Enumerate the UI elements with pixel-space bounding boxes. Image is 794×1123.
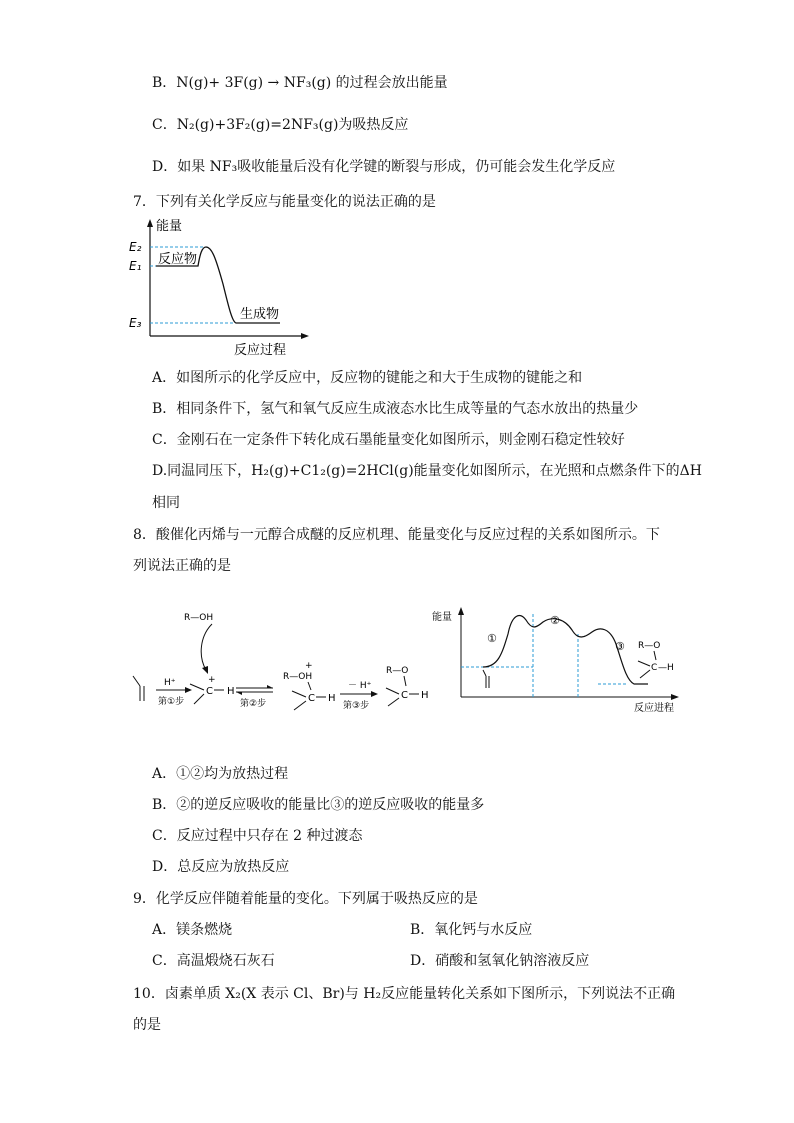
mech-h-2: H [328, 693, 336, 704]
q7-e3-label: E₃ [129, 316, 142, 330]
q10-stem-line2: 的是 [133, 1017, 161, 1033]
q7-reactant-label: 反应物 [158, 252, 198, 267]
q8-step1-label: ① [487, 632, 497, 645]
mech-r-oh-plus: R—OH [283, 672, 313, 682]
q8-stem-line2: 列说法正确的是 [133, 558, 231, 574]
q8-option-b: B．②的逆反应吸收的能量比③的逆反应吸收的能量多 [152, 797, 485, 813]
mech-c-2: C [308, 693, 315, 704]
mech-c-3: C [401, 690, 408, 701]
q8-mechanism-diagram [128, 606, 438, 716]
q9-option-c: C．高温煅烧石灰石 [152, 953, 275, 969]
q7-x-arrow [301, 333, 309, 339]
mech-h-1: H [227, 686, 235, 697]
mech-step3: 第③步 [343, 701, 370, 711]
q7-xlabel: 反应过程 [234, 343, 287, 358]
propene-bond-1 [133, 676, 140, 686]
q8-product-c: C [651, 663, 658, 673]
q8-product-r-o: R—O [638, 641, 661, 651]
mech-r-o: R—O [386, 666, 409, 676]
q9-option-d: D．硝酸和氢氧化钠溶液反应 [410, 953, 590, 969]
q7-product-label: 生成物 [240, 307, 280, 322]
q6-option-d: D．如果 NF₃吸收能量后没有化学键的断裂与形成，仍可能会发生化学反应 [152, 159, 616, 175]
mech-step1: 第①步 [158, 697, 185, 707]
mech-plus-1: + [208, 675, 216, 685]
mech-c-1: C [206, 686, 213, 697]
mech-hplus: H⁺ [164, 678, 176, 688]
q8-option-a: A．①②均为放热过程 [152, 766, 289, 782]
mech-roh: R—OH [184, 613, 214, 623]
q7-ylabel: 能量 [156, 219, 183, 234]
q8-xlabel: 反应进程 [634, 703, 674, 714]
q8-stem-line1: 8．酸催化丙烯与一元醇合成醚的反应机理、能量变化与反应过程的关系如图所示。下 [133, 527, 660, 543]
q7-option-a: A．如图所示的化学反应中，反应物的键能之和大于生成物的键能之和 [152, 370, 583, 386]
q10-stem-line1: 10．卤素单质 X₂(X 表示 Cl、Br)与 H₂反应能量转化关系如下图所示，下列说法不正确 [133, 986, 676, 1002]
q8-step2-label: ② [550, 614, 560, 627]
q9-stem: 9．化学反应伴随着能量的变化。下列属于吸热反应的是 [133, 891, 478, 907]
q8-energy-diagram [428, 604, 692, 716]
mech-minus-hplus: － H⁺ [348, 681, 372, 691]
mech-curved-arrow [201, 624, 212, 670]
q6-option-c: C．N₂(g)+3F₂(g)=2NF₃(g)为吸热反应 [152, 117, 409, 133]
q7-y-arrow [147, 219, 153, 227]
q8-product-h: —H [658, 663, 674, 673]
mech-h-3: H [421, 690, 429, 701]
q7-option-b: B．相同条件下，氢气和氧气反应生成液态水比生成等量的气态水放出的热量少 [152, 401, 639, 417]
q7-e2-label: E₂ [129, 240, 142, 254]
q7-option-c: C．金刚石在一定条件下转化成石墨能量变化如图所示，则金刚石稳定性较好 [152, 432, 625, 448]
q8-option-c: C．反应过程中只存在 2 种过渡态 [152, 828, 363, 844]
q7-option-d-cont: 相同 [152, 495, 180, 511]
q9-option-a: A．镁条燃烧 [152, 922, 233, 938]
q9-option-b: B．氧化钙与水反应 [410, 922, 533, 938]
q7-e1-label: E₁ [129, 259, 142, 273]
mech-plus-2: + [305, 661, 313, 671]
q7-energy-diagram [128, 214, 318, 362]
q8-step3-label: ③ [615, 640, 625, 653]
q7-option-d: D.同温同压下，H₂(g)+C1₂(g)=2HCl(g)能量变化如图所示，在光照和点燃条件下的ΔH [152, 463, 702, 479]
q8-option-d: D．总反应为放热反应 [152, 859, 290, 875]
q7-stem: 7．下列有关化学反应与能量变化的说法正确的是 [133, 194, 436, 210]
q8-ylabel: 能量 [432, 612, 452, 623]
q6-option-b: B．N(g)+ 3F(g) → NF₃(g) 的过程会放出能量 [152, 75, 448, 91]
mech-step2: 第②步 [240, 699, 267, 709]
